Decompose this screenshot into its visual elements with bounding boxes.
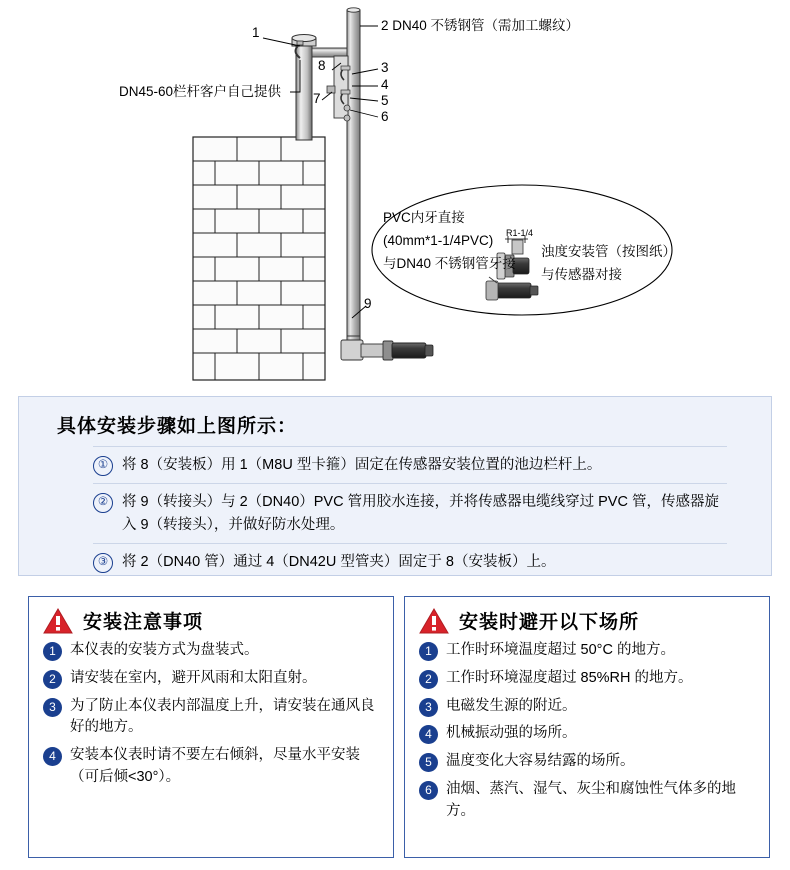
- installation-steps-panel: [18, 396, 772, 576]
- step-item-3: [93, 543, 727, 580]
- panel-installation-cautions: [28, 596, 394, 858]
- panel-right-title: 安装时避开以下场所: [459, 612, 640, 633]
- list-item-text: 请安装在室内，避开风雨和太阳直射。: [70, 669, 317, 686]
- panel-avoid-locations: [404, 596, 770, 858]
- step-text-3: 将 2（DN40 管）通过 4（DN42U 型管夹）固定于 8（安装板）上。: [122, 554, 556, 571]
- list-item: [419, 668, 759, 690]
- list-item: [43, 696, 383, 740]
- list-item-number: 5: [419, 753, 438, 772]
- list-item-number: 4: [419, 725, 438, 744]
- list-item-text: 油烟、蒸汽、湿气、灰尘和腐蚀性气体多的地方。: [446, 780, 736, 819]
- list-item: [419, 723, 759, 745]
- diagram-number-3: 3: [381, 60, 389, 75]
- step-number-1: ①: [93, 456, 113, 476]
- list-item-text: 温度变化大容易结露的场所。: [446, 753, 635, 769]
- step-text-1: 将 8（安装板）用 1（M8U 型卡箍）固定在传感器安装位置的池边栏杆上。: [122, 457, 602, 473]
- list-item: [419, 779, 759, 823]
- brick-wall: [193, 137, 325, 380]
- list-item-text: 工作时环境温度超过 50°C 的地方。: [446, 642, 675, 658]
- list-item-number: 6: [419, 781, 438, 800]
- diagram-number-9: 9: [364, 296, 372, 311]
- callout-sensor-line2: 与传感器对接: [541, 267, 622, 282]
- step-item-1: [93, 446, 727, 483]
- diagram-number-1: 1: [252, 25, 260, 40]
- bottom-elbow-and-sensor: [341, 336, 433, 360]
- warning-exclamation-icon: [419, 608, 449, 634]
- list-item-number: 2: [43, 670, 62, 689]
- panel-right-header: [405, 597, 769, 640]
- panel-left-list: [29, 640, 393, 789]
- list-item: [43, 640, 383, 662]
- list-item-text: 为了防止本仪表内部温度上升，请安装在通风良好的地方。: [70, 697, 375, 736]
- list-item-number: 1: [419, 642, 438, 661]
- callout-railing-note: DN45-60栏杆客户自己提供: [119, 84, 282, 99]
- list-item-number: 3: [419, 698, 438, 717]
- diagram-number-5: 5: [381, 93, 389, 108]
- list-item-text: 本仪表的安装方式为盘装式。: [70, 642, 259, 658]
- step-text-2: 将 9（转接头）与 2（DN40）PVC 管用胶水连接，并将传感器电缆线穿过 PVC 管，传感器旋入 9（转接头），并做好防水处理。: [122, 494, 719, 533]
- installation-diagram: [0, 0, 790, 390]
- callout-thread-label: R1-1/4: [506, 228, 534, 238]
- list-item-number: 2: [419, 670, 438, 689]
- callout-pvc-line3: 与DN40 不锈钢管牙接: [383, 256, 516, 271]
- list-item-text: 机械振动强的场所。: [446, 725, 577, 742]
- diagram-number-8: 8: [318, 58, 326, 73]
- list-item-number: 4: [43, 747, 62, 766]
- callout-pvc-line1: PVC内牙直接: [383, 210, 465, 225]
- panel-left-header: [29, 597, 393, 640]
- callout-pipe-note: 2 DN40 不锈钢管（需加工螺纹）: [381, 18, 580, 33]
- step-item-2: [93, 483, 727, 543]
- list-item: [43, 668, 383, 690]
- list-item-text: 安装本仪表时请不要左右倾斜，尽量水平安装（可后倾<30°）。: [70, 747, 360, 785]
- diagram-number-7: 7: [313, 91, 321, 106]
- list-item: [419, 640, 759, 662]
- list-item: [419, 751, 759, 773]
- list-item-number: 3: [43, 698, 62, 717]
- panel-left-title: 安装注意事项: [83, 612, 204, 633]
- step-number-2: ②: [93, 493, 113, 513]
- list-item-number: 1: [43, 642, 62, 661]
- warning-exclamation-icon: [43, 608, 73, 634]
- list-item: [43, 745, 383, 789]
- list-item-text: 工作时环境湿度超过 85%RH 的地方。: [446, 669, 693, 686]
- diagram-number-4: 4: [381, 77, 389, 92]
- step-number-3: ③: [93, 553, 113, 573]
- list-item-text: 电磁发生源的附近。: [446, 697, 577, 714]
- diagram-svg: [0, 0, 790, 390]
- steps-title: 具体安装步骤如上图所示：: [57, 416, 298, 437]
- diagram-number-6: 6: [381, 109, 389, 124]
- callout-pvc-line2: (40mm*1-1/4PVC): [383, 233, 494, 248]
- panel-right-list: [405, 640, 769, 822]
- callout-sensor-line1: 浊度安装管（按图纸）: [541, 244, 676, 259]
- dn40-stainless-pipe: [347, 8, 360, 340]
- list-item: [419, 696, 759, 718]
